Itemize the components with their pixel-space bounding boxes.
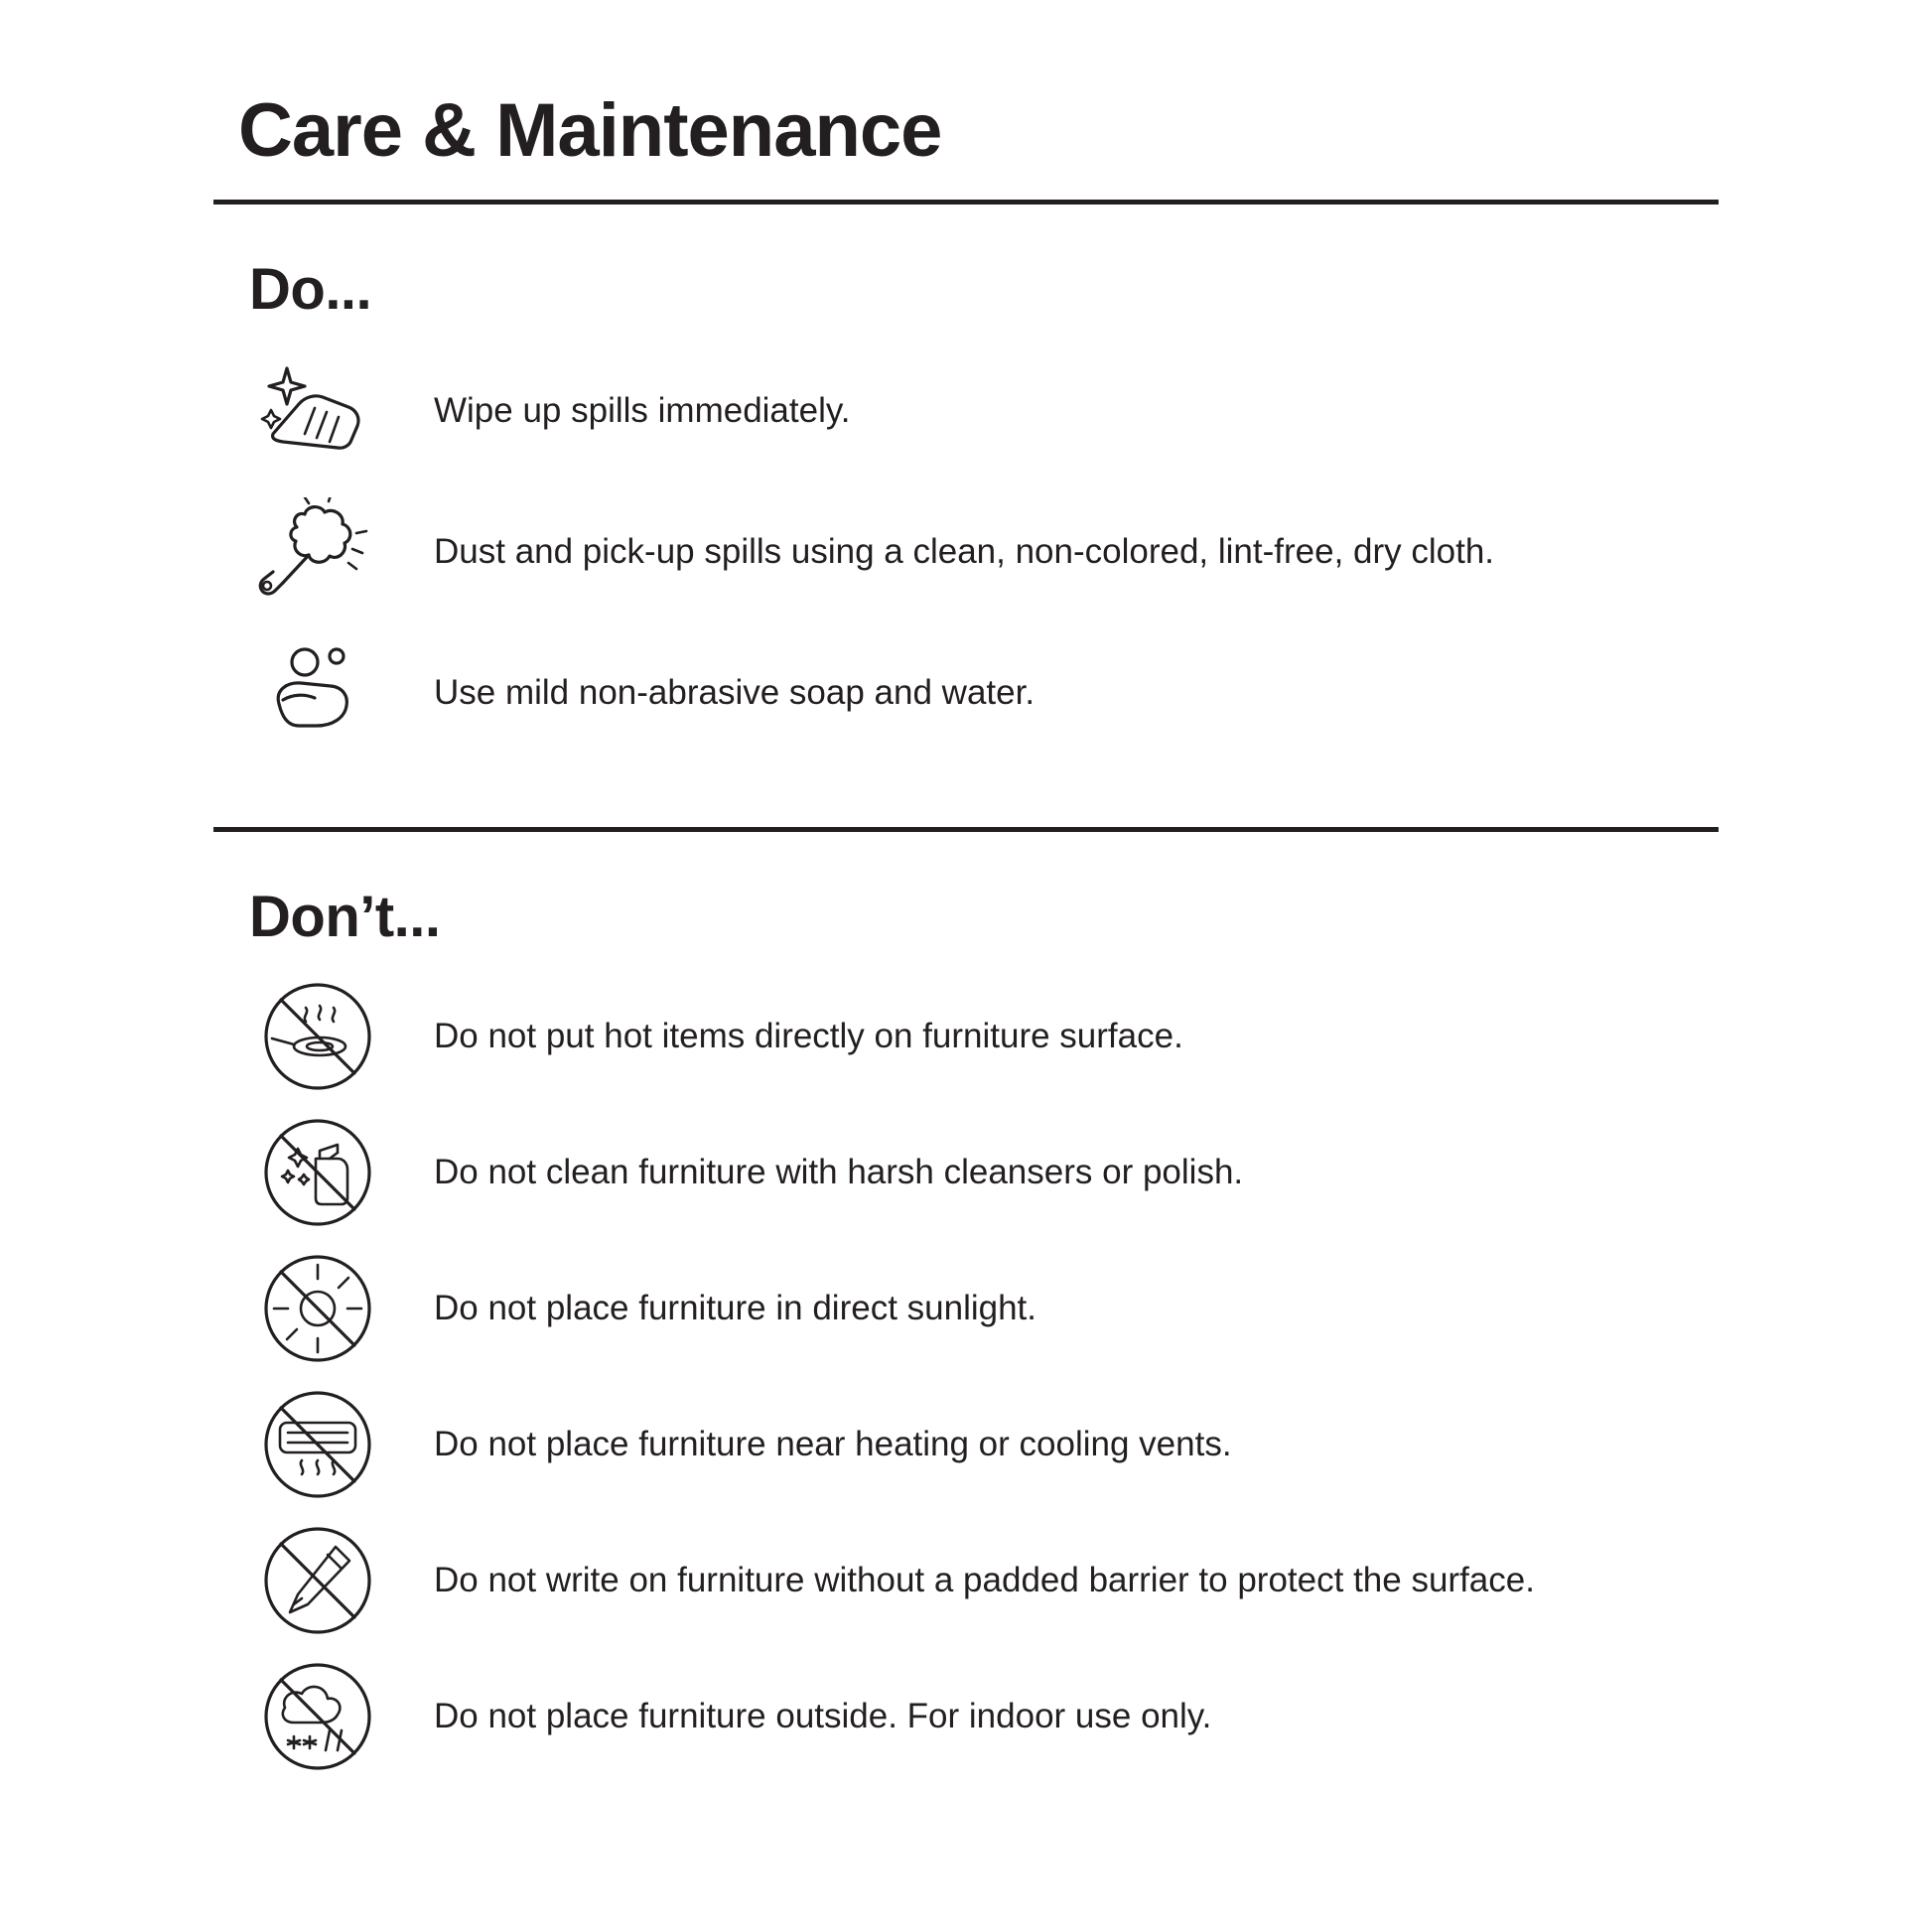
feather-duster-icon bbox=[243, 492, 392, 612]
list-item-label: Do not clean furniture with harsh cleansers or polish. bbox=[434, 1152, 1244, 1191]
list-item-label: Do not place furniture outside. For indoor use only. bbox=[434, 1696, 1212, 1735]
list-item-label: Do not place furniture in direct sunlight. bbox=[434, 1288, 1036, 1327]
no-outdoor-weather-icon bbox=[243, 1657, 392, 1776]
list-item bbox=[213, 1240, 1719, 1376]
section-heading-do: Do... bbox=[249, 257, 372, 322]
soap-bubbles-icon bbox=[243, 633, 392, 753]
list-item bbox=[213, 1648, 1719, 1784]
list-item bbox=[213, 482, 1719, 622]
page-title: Care & Maintenance bbox=[238, 88, 942, 173]
list-item bbox=[213, 341, 1719, 482]
title-divider bbox=[213, 200, 1719, 205]
wiping-cloth-sparkle-icon bbox=[243, 351, 392, 471]
list-item bbox=[213, 622, 1719, 763]
list-item-label: Use mild non-abrasive soap and water. bbox=[434, 673, 1035, 712]
dont-list bbox=[213, 968, 1719, 1784]
list-item bbox=[213, 1376, 1719, 1512]
no-hot-pan-icon bbox=[243, 977, 392, 1096]
list-item bbox=[213, 1104, 1719, 1240]
list-item-label: Wipe up spills immediately. bbox=[434, 391, 851, 430]
list-item-label: Do not put hot items directly on furniture surface. bbox=[434, 1016, 1183, 1055]
no-writing-pen-icon bbox=[243, 1521, 392, 1640]
no-spray-cleanser-icon bbox=[243, 1113, 392, 1232]
section-heading-dont: Don’t... bbox=[249, 885, 441, 949]
list-item bbox=[213, 1512, 1719, 1648]
list-item bbox=[213, 968, 1719, 1104]
no-direct-sunlight-icon bbox=[243, 1249, 392, 1368]
do-list bbox=[213, 341, 1719, 763]
list-item-label: Do not write on furniture without a padded barrier to protect the surface. bbox=[434, 1560, 1535, 1599]
list-item-label: Dust and pick-up spills using a clean, non-colored, lint-free, dry cloth. bbox=[434, 532, 1495, 571]
section-divider bbox=[213, 827, 1719, 832]
list-item-label: Do not place furniture near heating or cooling vents. bbox=[434, 1424, 1232, 1463]
no-hvac-vent-icon bbox=[243, 1385, 392, 1504]
